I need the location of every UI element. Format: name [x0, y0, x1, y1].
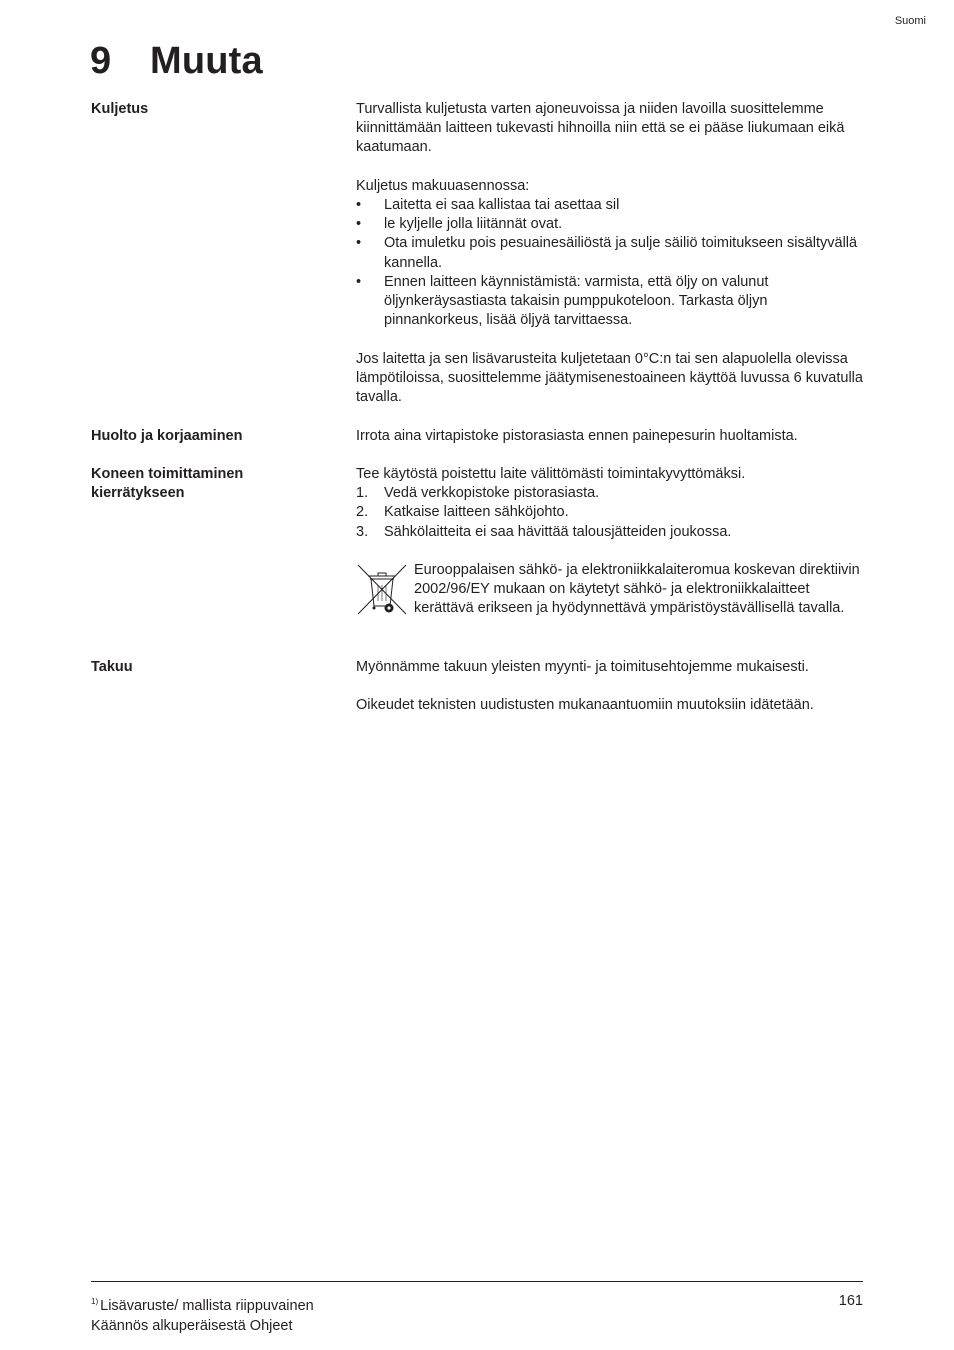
footer-divider: [91, 1281, 863, 1282]
weee-text: Eurooppalaisen sähkö- ja elektroniikkalaiteromua koskevan direktiivin 2002/96/EY mukaan on käytetyt sähkö- ja elektroniikkalaitteet kerättävä erikseen ja hyödynnettävä ympäristöystävällisellä tavalla.: [414, 562, 860, 617]
footnote-text: Lisävaruste/ mallista riippuvainen: [100, 1298, 314, 1314]
section-title-huolto: Huolto ja korjaaminen: [91, 428, 243, 444]
translation-note: Käännös alkuperäisestä Ohjeet: [91, 1317, 293, 1334]
footnote-mark: 1): [91, 1297, 99, 1306]
step-text: Vedä verkkopistoke pistorasiasta.: [384, 485, 600, 502]
chapter-heading: [90, 40, 263, 83]
kierratys-step-list: [356, 484, 868, 542]
section-body-kierratys: [356, 465, 868, 619]
step-number: 2.: [356, 504, 369, 521]
list-item-text: Ota imuletku pois pesuainesäiliöstä ja sulje säiliö toimitukseen sisältyvällä kannella.: [384, 235, 858, 271]
list-item: [356, 215, 868, 234]
takuu-paragraph-2: Oikeudet teknisten uudistusten mukanaantuomiin muutoksiin idätetään.: [356, 697, 814, 714]
list-item: [356, 196, 868, 215]
step-number: 3.: [356, 523, 369, 540]
kuljetus-paragraph-1: Turvallista kuljetusta varten ajoneuvoissa ja niiden lavoilla suosittelemme kiinnittämään laitteen tukevasti hihnoilla niin että se ei pääse liukumaan eikä kaatumaan.: [356, 101, 845, 156]
takuu-paragraph-1: Myönnämme takuun yleisten myynti- ja toimitusehtojemme mukaisesti.: [356, 659, 809, 675]
section-title-kuljetus: Kuljetus: [91, 101, 149, 117]
section-body-kuljetus: [356, 100, 868, 407]
section-title-takuu: Takuu: [91, 659, 133, 675]
bullet-mark: •: [356, 216, 362, 233]
chapter-number: 9: [90, 40, 112, 82]
chapter-title: Muuta: [150, 40, 263, 82]
list-item-text: Ennen laitteen käynnistämistä: varmista, että öljy on valunut öljynkeräysastiasta takaisin pumppukoteloon. Tarkasta öljyn pinnankorkeus, lisää öljyä tarvittaessa.: [384, 273, 769, 329]
weee-notice: [356, 561, 868, 619]
step-number: 1.: [356, 485, 369, 502]
bullet-mark: •: [356, 235, 362, 252]
page-number: 161: [838, 1293, 863, 1309]
list-item: [356, 234, 868, 272]
list-item: [356, 503, 868, 522]
language-label: Suomi: [894, 15, 926, 27]
bullet-mark: •: [356, 197, 362, 213]
list-item: [356, 484, 868, 503]
huolto-paragraph: Irrota aina virtapistoke pistorasiasta ennen painepesurin huoltamista.: [356, 428, 798, 444]
step-text: Sähkölaitteita ei saa hävittää talousjätteiden joukossa.: [384, 523, 732, 540]
footnote: [91, 1292, 863, 1317]
kuljetus-paragraph-2: Kuljetus makuuasennossa:: [356, 177, 530, 194]
list-item: [356, 523, 868, 542]
section-body-takuu: [356, 658, 868, 716]
list-item-text: le kyljelle jolla liitännät ovat.: [384, 216, 563, 233]
kierratys-intro: Tee käytöstä poistettu laite välittömästi toimintakyvyttömäksi.: [356, 466, 746, 482]
page-footer: [91, 1292, 863, 1336]
section-title-kierratys: Koneen toimittaminen kierrätykseen: [91, 466, 244, 502]
section-body-huolto: [356, 427, 868, 446]
kuljetus-bullet-list: [356, 196, 868, 330]
crossed-out-wheelie-bin-icon: [356, 562, 408, 617]
step-text: Katkaise laitteen sähköjohto.: [384, 504, 569, 521]
list-item-text: Laitetta ei saa kallistaa tai asettaa sil: [384, 197, 620, 213]
kuljetus-paragraph-3: Jos laitetta ja sen lisävarusteita kuljetetaan 0°C:n tai sen alapuolella olevissa lämpötiloissa, suosittelemme jäätymisenestoaineen käyttöä luvussa 6 kuvatulla tavalla.: [356, 350, 863, 406]
list-item: [356, 273, 868, 331]
bullet-mark: •: [356, 273, 362, 290]
